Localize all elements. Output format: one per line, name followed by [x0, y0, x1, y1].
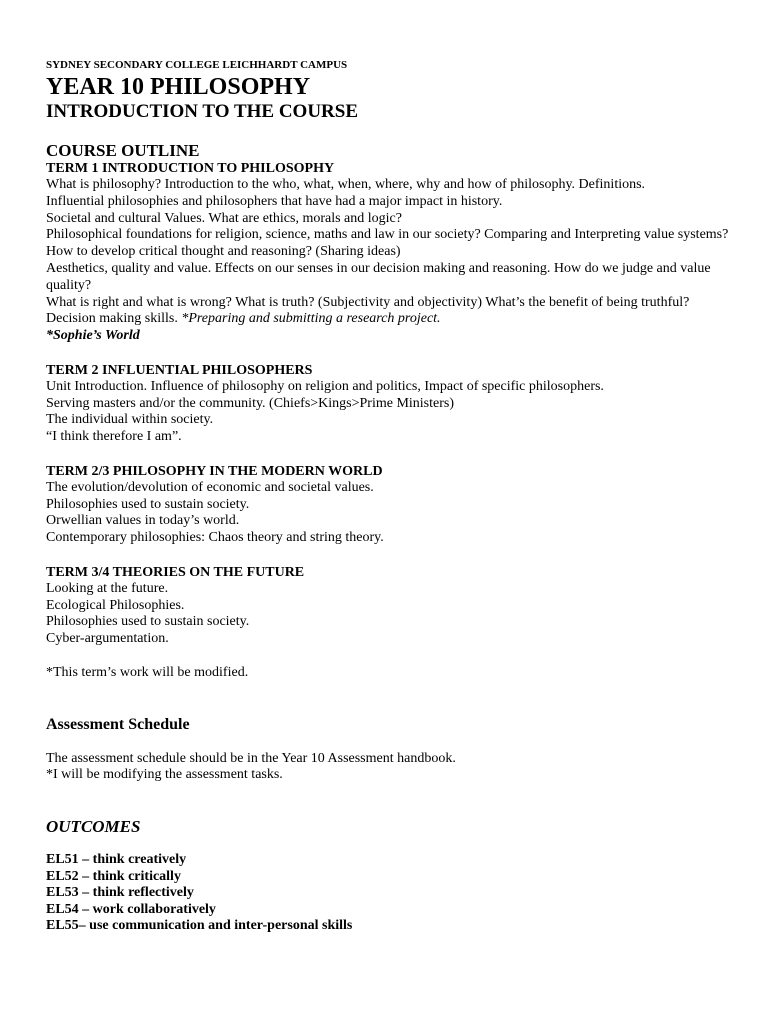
- term1-line: How to develop critical thought and reasoning? (Sharing ideas): [46, 244, 401, 260]
- spacer: [46, 836, 736, 852]
- term1-line: What is right and what is wrong? What is truth? (Subjectivity and objectivity) What’s the benefit of being truthful?: [46, 294, 690, 310]
- spacer: [46, 345, 736, 362]
- term2-section: [46, 362, 736, 446]
- assessment-line: The assessment schedule should be in the Year 10 Assessment handbook.: [46, 750, 456, 766]
- term23-heading: TERM 2/3 PHILOSOPHY IN THE MODERN WORLD: [46, 463, 383, 479]
- outcome-item: EL55– use communication and inter-personal skills: [46, 918, 353, 934]
- outcome-item: EL51 – think creatively: [46, 852, 187, 868]
- term2-line: The individual within society.: [46, 412, 214, 428]
- term1-heading: TERM 1 INTRODUCTION TO PHILOSOPHY: [46, 161, 335, 176]
- term34-line: Philosophies used to sustain society.: [46, 614, 250, 630]
- spacer: [46, 682, 736, 715]
- outcomes-section: [46, 817, 736, 935]
- term1-line: Influential philosophies and philosophers that have had a major impact in history.: [46, 193, 503, 209]
- course-outline-heading: COURSE OUTLINE: [46, 141, 200, 160]
- assessment-line: *I will be modifying the assessment tasks.: [46, 767, 283, 783]
- term23-line: Contemporary philosophies: Chaos theory and string theory.: [46, 530, 384, 546]
- spacer: [46, 734, 736, 751]
- term34-line: Looking at the future.: [46, 580, 169, 596]
- term2-line: “I think therefore I am”.: [46, 429, 182, 445]
- term34-note: *This term’s work will be modified.: [46, 664, 249, 680]
- school-name: SYDNEY SECONDARY COLLEGE LEICHHARDT CAMPUS: [46, 59, 348, 71]
- page-title: YEAR 10 PHILOSOPHY: [46, 74, 311, 100]
- outcome-item: EL53 – think reflectively: [46, 885, 194, 901]
- term1-section: [46, 160, 736, 345]
- spacer: [46, 446, 736, 463]
- assessment-heading: Assessment Schedule: [46, 715, 190, 733]
- decision-text: Decision making skills.: [46, 311, 182, 327]
- term1-line: What is philosophy? Introduction to the who, what, when, where, why and how of philosophy. Definitions.: [46, 177, 646, 192]
- page-subtitle: INTRODUCTION TO THE COURSE: [46, 101, 358, 122]
- term1-decision-line: [46, 311, 736, 328]
- assessment-section: [46, 715, 736, 785]
- term2-line: Serving masters and/or the community. (Chiefs>Kings>Prime Ministers): [46, 395, 454, 411]
- document-content: [46, 58, 736, 935]
- spacer: [46, 547, 736, 564]
- sophies-world-note: *Sophie’s World: [46, 328, 140, 344]
- outcome-item: EL52 – think critically: [46, 868, 181, 884]
- term2-heading: TERM 2 INFLUENTIAL PHILOSOPHERS: [46, 362, 313, 378]
- term23-line: The evolution/devolution of economic and societal values.: [46, 479, 374, 495]
- term23-section: [46, 463, 736, 547]
- term34-heading: TERM 3/4 THEORIES ON THE FUTURE: [46, 564, 305, 580]
- term1-line: Societal and cultural Values. What are ethics, morals and logic?: [46, 210, 402, 226]
- term1-line: Aesthetics, quality and value. Effects on our senses in our decision making and reasoning. How do we judge and value quality?: [46, 260, 711, 293]
- term2-line: Unit Introduction. Influence of philosophy on religion and politics, Impact of specific philosophers.: [46, 378, 604, 394]
- term1-line: Philosophical foundations for religion, science, maths and law in our society? Comparing and Interpreting value systems?: [46, 227, 729, 243]
- spacer: [46, 784, 736, 817]
- term23-line: Philosophies used to sustain society.: [46, 496, 250, 512]
- spacer: [46, 648, 736, 665]
- outcome-item: EL54 – work collaboratively: [46, 901, 216, 917]
- term34-section: [46, 564, 736, 682]
- term34-line: Ecological Philosophies.: [46, 597, 185, 613]
- term34-line: Cyber-argumentation.: [46, 631, 169, 647]
- outcomes-heading: OUTCOMES: [46, 817, 141, 837]
- decision-italic-text: *Preparing and submitting a research project.: [181, 311, 441, 327]
- term23-line: Orwellian values in today’s world.: [46, 513, 240, 529]
